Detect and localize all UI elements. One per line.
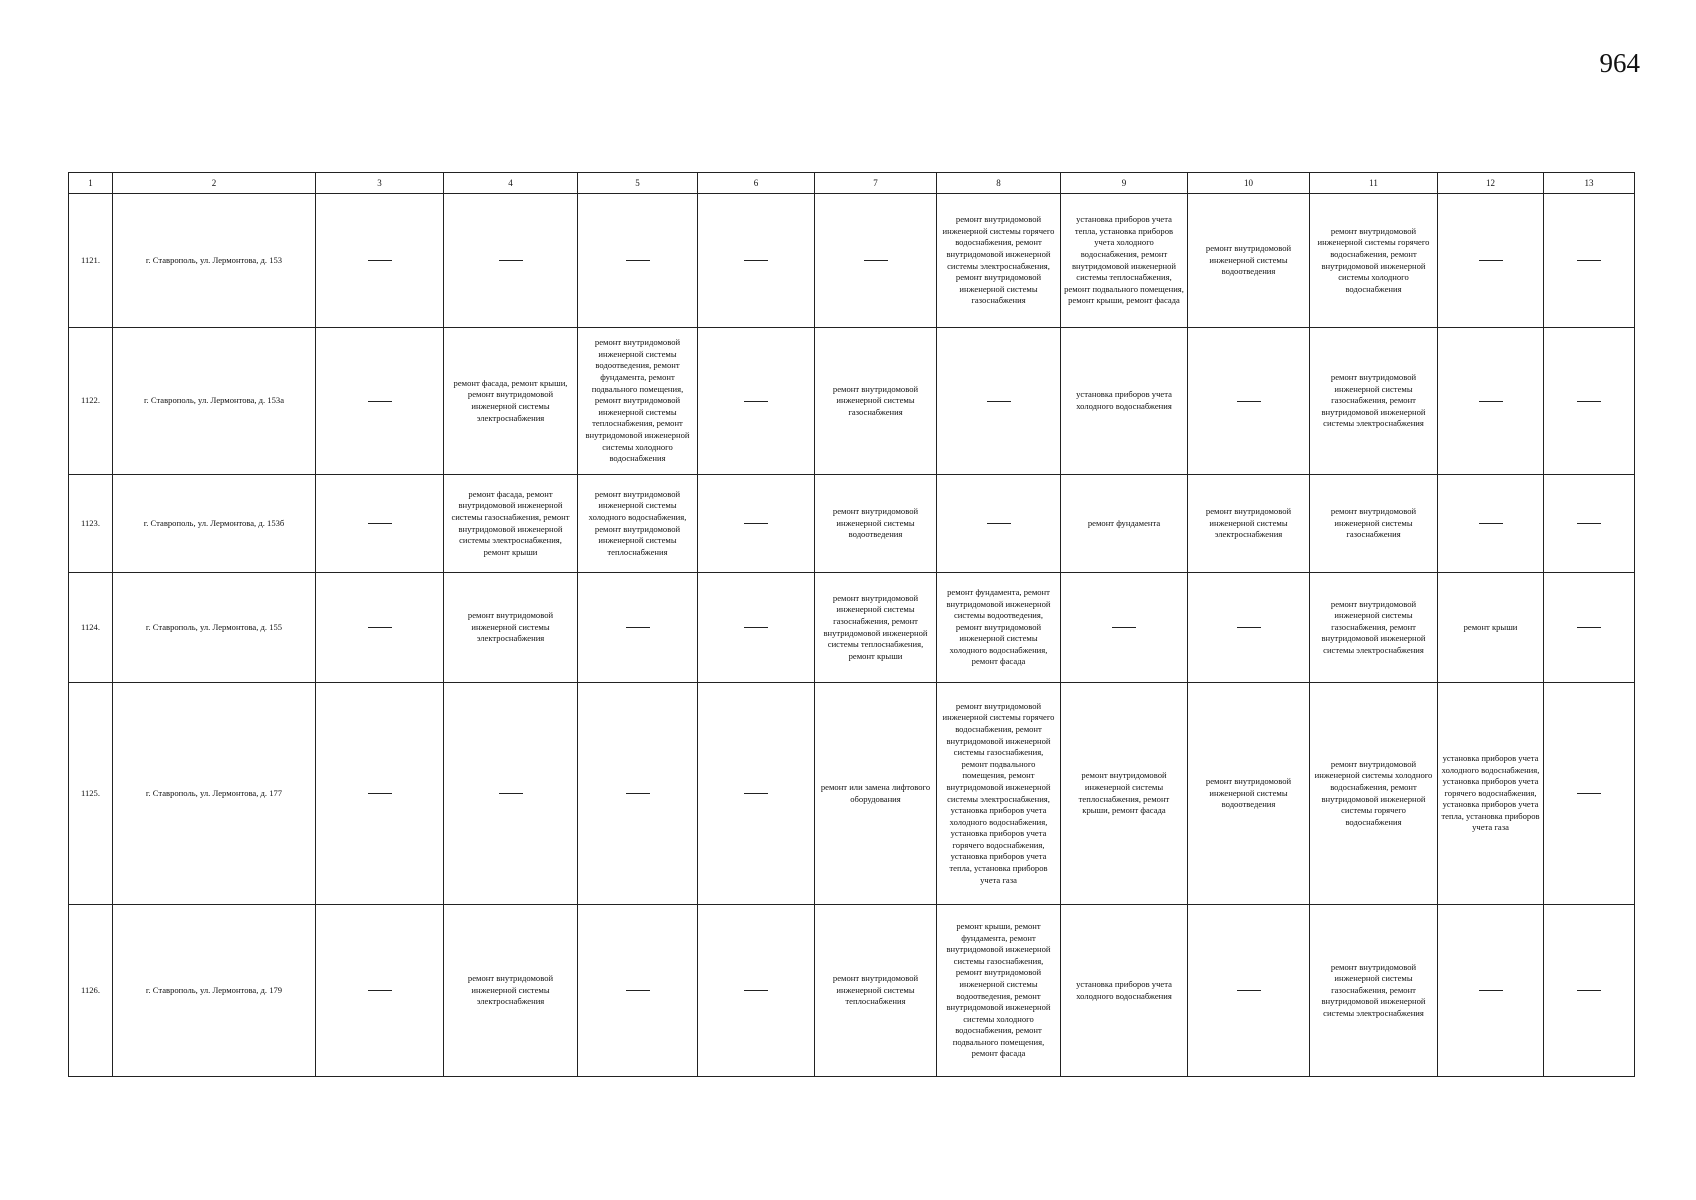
period-cell — [1544, 475, 1635, 573]
period-cell: ремонт внутридомовой инженерной системы теплоснабжения — [815, 905, 937, 1077]
table-header — [69, 173, 1635, 194]
period-cell — [444, 683, 578, 905]
address-cell: г. Ставрополь, ул. Лермонтова, д. 153а — [113, 328, 316, 475]
empty-dash — [368, 260, 392, 261]
period-cell: ремонт внутридомовой инженерной системы горячего водоснабжения, ремонт внутридомовой инженерной системы электроснабжения, ремонт внутридомовой инженерной системы газоснабжения — [937, 194, 1061, 328]
table-row — [69, 683, 1635, 905]
empty-dash — [1479, 523, 1503, 524]
period-cell: установка приборов учета холодного водоснабжения, установка приборов учета горячего водоснабжения, установка приборов учета тепла, установка приборов учета газа — [1438, 683, 1544, 905]
empty-dash — [864, 260, 888, 261]
period-cell: установка приборов учета холодного водоснабжения — [1061, 905, 1188, 1077]
column-header: 5 — [578, 173, 698, 194]
period-cell: ремонт внутридомовой инженерной системы холодного водоснабжения, ремонт внутридомовой инженерной системы горячего водоснабжения — [1310, 683, 1438, 905]
row-number: 1126. — [69, 905, 113, 1077]
empty-dash — [1237, 990, 1261, 991]
period-cell: ремонт внутридомовой инженерной системы газоснабжения, ремонт внутридомовой инженерной системы электроснабжения — [1310, 328, 1438, 475]
address-cell: г. Ставрополь, ул. Лермонтова, д. 179 — [113, 905, 316, 1077]
period-cell — [316, 905, 444, 1077]
period-cell — [937, 328, 1061, 475]
empty-dash — [368, 523, 392, 524]
period-cell: ремонт внутридомовой инженерной системы электроснабжения — [1188, 475, 1310, 573]
empty-dash — [626, 793, 650, 794]
row-number: 1122. — [69, 328, 113, 475]
empty-dash — [368, 401, 392, 402]
empty-dash — [1479, 990, 1503, 991]
period-cell — [316, 328, 444, 475]
empty-dash — [744, 523, 768, 524]
period-cell: ремонт фасада, ремонт внутридомовой инженерной системы газоснабжения, ремонт внутридомовой инженерной системы электроснабжения, ремонт крыши — [444, 475, 578, 573]
period-cell — [316, 683, 444, 905]
column-header: 10 — [1188, 173, 1310, 194]
table-row — [69, 573, 1635, 683]
empty-dash — [368, 990, 392, 991]
period-cell: ремонт внутридомовой инженерной системы газоснабжения — [1310, 475, 1438, 573]
period-cell: ремонт крыши, ремонт фундамента, ремонт внутридомовой инженерной системы газоснабжения, ремонт внутридомовой инженерной системы водоотведения, ремонт внутридомовой инженерной системы холодного водоснабжения, ремонт подвального помещения, ремонт фасада — [937, 905, 1061, 1077]
period-cell: ремонт внутридомовой инженерной системы водоотведения — [1188, 683, 1310, 905]
period-cell — [1188, 905, 1310, 1077]
period-cell: ремонт внутридомовой инженерной системы электроснабжения — [444, 905, 578, 1077]
table-row — [69, 475, 1635, 573]
empty-dash — [499, 260, 523, 261]
period-cell — [444, 194, 578, 328]
period-cell: ремонт внутридомовой инженерной системы холодного водоснабжения, ремонт внутридомовой инженерной системы теплоснабжения — [578, 475, 698, 573]
empty-dash — [744, 260, 768, 261]
period-cell — [698, 328, 815, 475]
period-cell — [698, 573, 815, 683]
period-cell — [1544, 573, 1635, 683]
period-cell — [698, 905, 815, 1077]
period-cell — [316, 194, 444, 328]
column-header: 8 — [937, 173, 1061, 194]
period-cell — [578, 573, 698, 683]
period-cell: ремонт внутридомовой инженерной системы водоотведения — [1188, 194, 1310, 328]
column-header: 4 — [444, 173, 578, 194]
repair-schedule-table — [68, 172, 1635, 1077]
address-cell: г. Ставрополь, ул. Лермонтова, д. 177 — [113, 683, 316, 905]
row-number: 1123. — [69, 475, 113, 573]
period-cell: установка приборов учета тепла, установка приборов учета холодного водоснабжения, ремонт внутридомовой инженерной системы теплоснабжения, ремонт подвального помещения, ремонт крыши, ремонт фасада — [1061, 194, 1188, 328]
address-cell: г. Ставрополь, ул. Лермонтова, д. 153б — [113, 475, 316, 573]
period-cell — [316, 475, 444, 573]
period-cell: ремонт внутридомовой инженерной системы электроснабжения — [444, 573, 578, 683]
period-cell — [1544, 683, 1635, 905]
period-cell: установка приборов учета холодного водоснабжения — [1061, 328, 1188, 475]
row-number: 1121. — [69, 194, 113, 328]
empty-dash — [1112, 627, 1136, 628]
empty-dash — [1577, 990, 1601, 991]
column-header: 11 — [1310, 173, 1438, 194]
empty-dash — [1479, 260, 1503, 261]
period-cell — [1438, 475, 1544, 573]
period-cell: ремонт внутридомовой инженерной системы водоотведения, ремонт фундамента, ремонт подвального помещения, ремонт внутридомовой инженерной системы теплоснабжения, ремонт внутридомовой инженерной системы холодного водоснабжения — [578, 328, 698, 475]
period-cell: ремонт внутридомовой инженерной системы газоснабжения — [815, 328, 937, 475]
period-cell — [937, 475, 1061, 573]
period-cell: ремонт внутридомовой инженерной системы горячего водоснабжения, ремонт внутридомовой инженерной системы холодного водоснабжения — [1310, 194, 1438, 328]
empty-dash — [626, 990, 650, 991]
period-cell: ремонт внутридомовой инженерной системы газоснабжения, ремонт внутридомовой инженерной системы электроснабжения — [1310, 905, 1438, 1077]
column-header: 1 — [69, 173, 113, 194]
page-number: 964 — [1599, 48, 1640, 78]
period-cell — [1438, 905, 1544, 1077]
period-cell: ремонт фундамента — [1061, 475, 1188, 573]
period-cell — [698, 194, 815, 328]
table-row — [69, 905, 1635, 1077]
empty-dash — [626, 627, 650, 628]
empty-dash — [1237, 627, 1261, 628]
period-cell — [1544, 328, 1635, 475]
period-cell — [1061, 573, 1188, 683]
period-cell: ремонт внутридомовой инженерной системы газоснабжения, ремонт внутридомовой инженерной системы электроснабжения — [1310, 573, 1438, 683]
period-cell — [1188, 328, 1310, 475]
period-cell: ремонт внутридомовой инженерной системы теплоснабжения, ремонт крыши, ремонт фасада — [1061, 683, 1188, 905]
column-header: 13 — [1544, 173, 1635, 194]
column-header: 2 — [113, 173, 316, 194]
period-cell: ремонт фасада, ремонт крыши, ремонт внутридомовой инженерной системы электроснабжения — [444, 328, 578, 475]
period-cell: ремонт крыши — [1438, 573, 1544, 683]
empty-dash — [626, 260, 650, 261]
empty-dash — [987, 401, 1011, 402]
empty-dash — [1577, 793, 1601, 794]
table-body — [69, 194, 1635, 1077]
empty-dash — [1577, 401, 1601, 402]
table-row — [69, 328, 1635, 475]
empty-dash — [499, 793, 523, 794]
period-cell: ремонт внутридомовой инженерной системы газоснабжения, ремонт внутридомовой инженерной системы теплоснабжения, ремонт крыши — [815, 573, 937, 683]
empty-dash — [1577, 627, 1601, 628]
column-header: 6 — [698, 173, 815, 194]
column-header: 9 — [1061, 173, 1188, 194]
period-cell — [1544, 905, 1635, 1077]
empty-dash — [1237, 401, 1261, 402]
period-cell — [1438, 328, 1544, 475]
empty-dash — [744, 990, 768, 991]
period-cell — [578, 683, 698, 905]
row-number: 1124. — [69, 573, 113, 683]
period-cell — [578, 194, 698, 328]
row-number: 1125. — [69, 683, 113, 905]
empty-dash — [744, 793, 768, 794]
period-cell — [1544, 194, 1635, 328]
period-cell — [316, 573, 444, 683]
period-cell — [1188, 573, 1310, 683]
empty-dash — [1479, 401, 1503, 402]
empty-dash — [1577, 260, 1601, 261]
empty-dash — [1577, 523, 1601, 524]
table-row — [69, 194, 1635, 328]
empty-dash — [987, 523, 1011, 524]
period-cell — [698, 475, 815, 573]
period-cell: ремонт внутридомовой инженерной системы водоотведения — [815, 475, 937, 573]
empty-dash — [368, 627, 392, 628]
period-cell — [698, 683, 815, 905]
address-cell: г. Ставрополь, ул. Лермонтова, д. 155 — [113, 573, 316, 683]
empty-dash — [744, 401, 768, 402]
period-cell — [815, 194, 937, 328]
column-header: 7 — [815, 173, 937, 194]
period-cell — [578, 905, 698, 1077]
period-cell: ремонт или замена лифтового оборудования — [815, 683, 937, 905]
column-header: 3 — [316, 173, 444, 194]
column-header: 12 — [1438, 173, 1544, 194]
period-cell: ремонт внутридомовой инженерной системы горячего водоснабжения, ремонт внутридомовой инженерной системы газоснабжения, ремонт подвального помещения, ремонт внутридомовой инженерной системы электроснабжения, установка приборов учета холодного водоснабжения, установка приборов учета горячего водоснабжения, установка приборов учета тепла, установка приборов учета газа — [937, 683, 1061, 905]
period-cell — [1438, 194, 1544, 328]
period-cell: ремонт фундамента, ремонт внутридомовой инженерной системы водоотведения, ремонт внутридомовой инженерной системы холодного водоснабжения, ремонт фасада — [937, 573, 1061, 683]
address-cell: г. Ставрополь, ул. Лермонтова, д. 153 — [113, 194, 316, 328]
empty-dash — [368, 793, 392, 794]
column-number-row — [69, 173, 1635, 194]
empty-dash — [744, 627, 768, 628]
